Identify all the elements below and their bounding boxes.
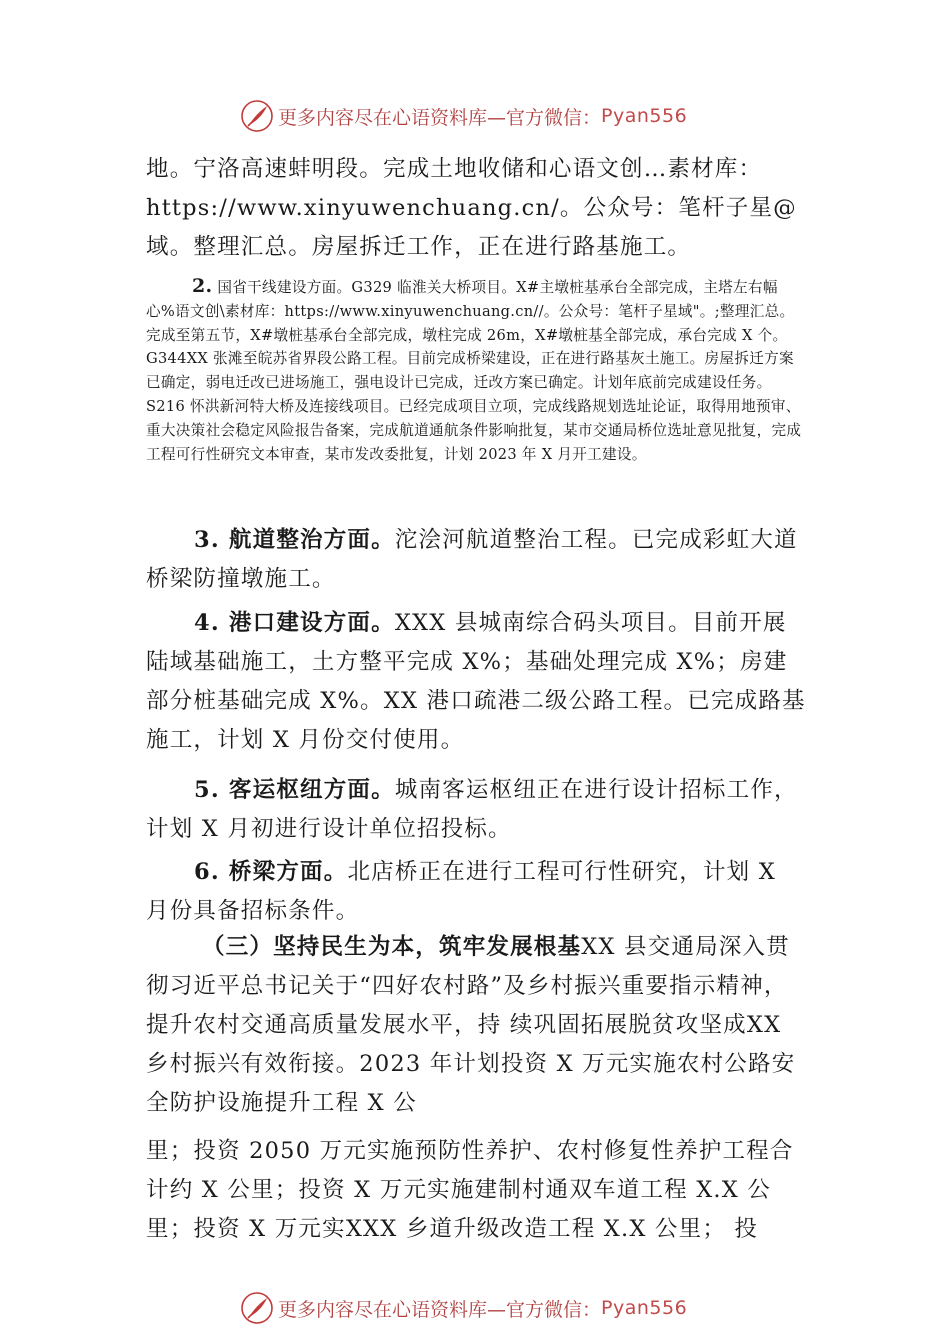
- item-4-text: XXX 县城南综合码头项目。目前开展陆域基础施工，土方整平完成 X%；基础处理完成 X%；房建部分桩基础完成 X%。XX 港口疏港二级公路工程。已完成路基施工，计划 X 月份交付使用。: [146, 610, 806, 753]
- item-3-text: 沱浍河航道整治工程。已完成彩虹大道桥梁防撞墩施工。: [146, 527, 798, 592]
- item-3-paragraph: [146, 521, 806, 599]
- item-5-paragraph: [146, 771, 806, 849]
- watermark-footer: [240, 1290, 687, 1326]
- item-4-heading: 4. 港口建设方面。: [194, 610, 395, 636]
- watermark-text: 更多内容尽在心语资料库—官方微信：: [278, 106, 602, 129]
- item-6-paragraph: [146, 853, 806, 931]
- item-5-text: 城南客运枢纽正在进行设计招标工作，计划 X 月初进行设计单位招投标。: [146, 777, 798, 842]
- quill-logo-icon: [240, 99, 274, 133]
- section-3-paragraph: [146, 928, 806, 1123]
- section-3-text: XX 县交通局深入贯彻习近平总书记关于“四好农村路”及乡村振兴重要指示精神，提升农村交通高质量发展水平，持 续巩固拓展脱贫攻坚成XX 乡村振兴有效衔接。2023 年计划投资 X 万元实施农村公路安全防护设施提升工程 X 公: [146, 934, 796, 1116]
- item-2-paragraph: [146, 275, 806, 466]
- watermark-wechat-id: Pyan556: [601, 1297, 688, 1319]
- item-2-text: 国省干线建设方面。G329 临淮关大桥项目。X#主墩桩基承台全部完成，主塔左右幅心%语文创\素材库：https://www.xinyuwenchuang.cn//。公众号：笔杆子星域"。;整理汇总。完成至第五节，X#墩桩基承台全部完成，墩柱完成 26m，X#墩桩基全部完成，承台完成 X 个。G344XX 张滩至皖苏省界段公路工程。目前完成桥梁建设，正在进行路基灰土施工。房屋拆迁方案已确定，弱电迁改已进场施工，强电设计已完成，迁改方案已确定。计划年底前完成建设任务。S216 怀洪新河特大桥及连接线项目。已经完成项目立项，完成线路规划选址论证，取得用地预审、 重大决策社会稳定风险报告备案，完成航道通航条件影响批复，某市交通局桥位选址意见批复，完成工程可行性研究文本审查，某市发改委批复，计划 2023 年 X 月开工建设。: [146, 279, 802, 463]
- quill-logo-icon: [240, 1291, 274, 1325]
- item-5-heading: 5. 客运枢纽方面。: [194, 777, 395, 803]
- watermark-text: 更多内容尽在心语资料库—官方微信：: [278, 1298, 602, 1321]
- paragraph-investment: 里；投资 2050 万元实施预防性养护、农村修复性养护工程合计约 X 公里；投资 X 万元实施建制村通双车道工程 X.X 公里；投资 X 万元实XXX 乡道升级改造工程 X.X 公里； 投: [146, 1138, 794, 1242]
- paragraph-continuation: 地。宁洛高速蚌明段。完成土地收储和心语文创…素材库：https://www.xinyuwenchuang.cn/。公众号：笔杆子星@域。整理汇总。房屋拆迁工作，正在进行路基施工。: [146, 156, 797, 260]
- item-3-heading: 3. 航道整治方面。: [194, 527, 395, 553]
- watermark-wechat-id: Pyan556: [601, 105, 688, 127]
- item-4-paragraph: [146, 604, 806, 760]
- section-3-heading: （三）坚持民生为本，筑牢发展根基: [202, 934, 582, 960]
- item-2-number: 2.: [192, 275, 213, 297]
- item-6-text: 北店桥正在进行工程可行性研究，计划 X 月份具备招标条件。: [146, 859, 776, 924]
- item-6-heading: 6. 桥梁方面。: [194, 859, 348, 885]
- watermark-header: [240, 98, 687, 134]
